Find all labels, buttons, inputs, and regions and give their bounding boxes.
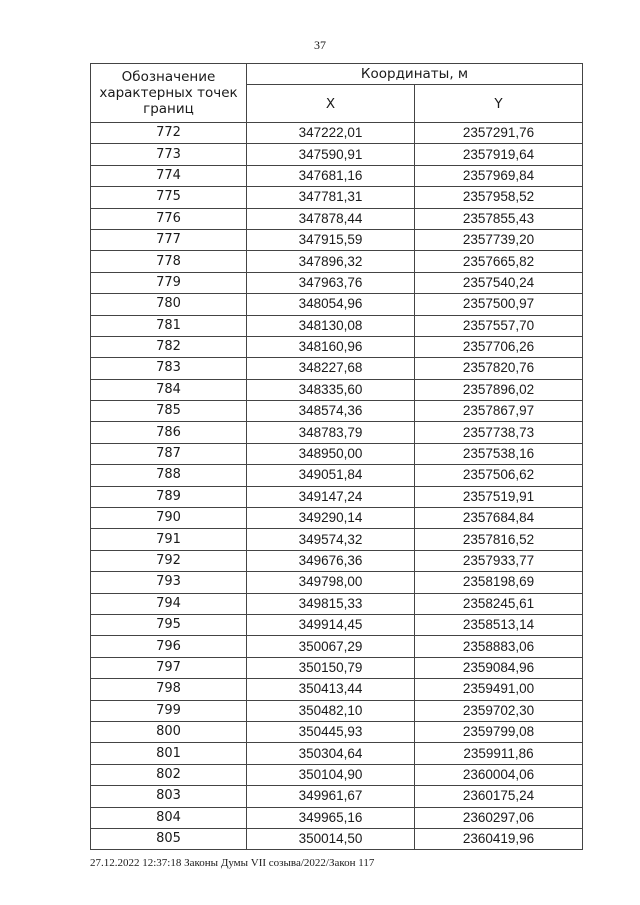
cell-point: 790: [91, 508, 247, 529]
cell-y: 2357506,62: [415, 465, 583, 486]
cell-point: 805: [91, 828, 247, 849]
cell-point: 784: [91, 379, 247, 400]
table-row: [91, 401, 583, 422]
cell-y: 2358513,14: [415, 614, 583, 635]
cell-point: 804: [91, 807, 247, 828]
table-row: [91, 550, 583, 571]
cell-point: 800: [91, 721, 247, 742]
cell-y: 2357706,26: [415, 336, 583, 357]
cell-x: 348574,36: [247, 401, 415, 422]
cell-point: 777: [91, 229, 247, 250]
cell-x: 348054,96: [247, 294, 415, 315]
cell-x: 349574,32: [247, 529, 415, 550]
cell-x: 350304,64: [247, 743, 415, 764]
cell-x: 348160,96: [247, 336, 415, 357]
cell-x: 347681,16: [247, 165, 415, 186]
cell-y: 2358883,06: [415, 636, 583, 657]
table-row: [91, 764, 583, 785]
cell-y: 2359702,30: [415, 700, 583, 721]
cell-point: 797: [91, 657, 247, 678]
cell-x: 350482,10: [247, 700, 415, 721]
cell-point: 786: [91, 422, 247, 443]
cell-x: 349147,24: [247, 486, 415, 507]
cell-point: 778: [91, 251, 247, 272]
table-row: [91, 465, 583, 486]
cell-x: 350413,44: [247, 679, 415, 700]
cell-x: 349798,00: [247, 572, 415, 593]
cell-point: 788: [91, 465, 247, 486]
header-x: X: [247, 85, 415, 123]
cell-point: 776: [91, 208, 247, 229]
header-coordinates: Координаты, м: [247, 64, 583, 85]
cell-y: 2359799,08: [415, 721, 583, 742]
cell-y: 2357519,91: [415, 486, 583, 507]
cell-y: 2359491,00: [415, 679, 583, 700]
cell-y: 2357820,76: [415, 358, 583, 379]
table-row: [91, 229, 583, 250]
coordinates-table: [90, 63, 583, 850]
table-row: [91, 208, 583, 229]
cell-y: 2357896,02: [415, 379, 583, 400]
cell-point: 802: [91, 764, 247, 785]
cell-x: 347963,76: [247, 272, 415, 293]
table-row: [91, 358, 583, 379]
cell-x: 350014,50: [247, 828, 415, 849]
cell-point: 772: [91, 123, 247, 144]
table-row: [91, 657, 583, 678]
cell-point: 775: [91, 187, 247, 208]
cell-point: 783: [91, 358, 247, 379]
cell-x: 350067,29: [247, 636, 415, 657]
cell-point: 799: [91, 700, 247, 721]
table-row: [91, 828, 583, 849]
table-row: [91, 379, 583, 400]
cell-point: 774: [91, 165, 247, 186]
table-row: [91, 294, 583, 315]
cell-y: 2358198,69: [415, 572, 583, 593]
table-row: [91, 443, 583, 464]
cell-x: 350150,79: [247, 657, 415, 678]
cell-x: 349961,67: [247, 786, 415, 807]
table-row: [91, 636, 583, 657]
cell-x: 347222,01: [247, 123, 415, 144]
table-row: [91, 272, 583, 293]
table-row: [91, 165, 583, 186]
cell-y: 2357958,52: [415, 187, 583, 208]
cell-y: 2357540,24: [415, 272, 583, 293]
cell-point: 794: [91, 593, 247, 614]
cell-x: 348950,00: [247, 443, 415, 464]
cell-point: 792: [91, 550, 247, 571]
table-row: [91, 422, 583, 443]
cell-y: 2358245,61: [415, 593, 583, 614]
cell-point: 789: [91, 486, 247, 507]
table-row: [91, 486, 583, 507]
cell-x: 347915,59: [247, 229, 415, 250]
cell-x: 347896,32: [247, 251, 415, 272]
table-row: [91, 144, 583, 165]
page-number: 37: [314, 38, 326, 52]
table-row: [91, 614, 583, 635]
table-row: [91, 336, 583, 357]
cell-y: 2357969,84: [415, 165, 583, 186]
cell-x: 350445,93: [247, 721, 415, 742]
cell-x: 347878,44: [247, 208, 415, 229]
cell-y: 2360004,06: [415, 764, 583, 785]
cell-y: 2360175,24: [415, 786, 583, 807]
cell-y: 2357816,52: [415, 529, 583, 550]
cell-x: 350104,90: [247, 764, 415, 785]
table-row: [91, 700, 583, 721]
table-row: [91, 807, 583, 828]
cell-point: 785: [91, 401, 247, 422]
table-row: [91, 529, 583, 550]
page-footer: 27.12.2022 12:37:18 Законы Думы VII созыва/2022/Закон 117: [90, 857, 375, 869]
table-body: [91, 123, 583, 850]
table-header: [91, 64, 583, 123]
table-row: [91, 679, 583, 700]
cell-y: 2360419,96: [415, 828, 583, 849]
cell-point: 791: [91, 529, 247, 550]
cell-point: 793: [91, 572, 247, 593]
table-row: [91, 508, 583, 529]
cell-point: 782: [91, 336, 247, 357]
cell-x: 347590,91: [247, 144, 415, 165]
cell-y: 2357933,77: [415, 550, 583, 571]
header-point-designation: Обозначение характерных точек границ: [91, 64, 247, 123]
cell-x: 348335,60: [247, 379, 415, 400]
cell-y: 2357919,64: [415, 144, 583, 165]
table-row: [91, 315, 583, 336]
cell-y: 2357291,76: [415, 123, 583, 144]
cell-point: 780: [91, 294, 247, 315]
table-row: [91, 786, 583, 807]
cell-x: 349676,36: [247, 550, 415, 571]
cell-x: 349051,84: [247, 465, 415, 486]
cell-y: 2357684,84: [415, 508, 583, 529]
cell-point: 781: [91, 315, 247, 336]
cell-point: 801: [91, 743, 247, 764]
cell-x: 349965,16: [247, 807, 415, 828]
cell-point: 795: [91, 614, 247, 635]
cell-point: 787: [91, 443, 247, 464]
header-y: Y: [415, 85, 583, 123]
table-row: [91, 123, 583, 144]
cell-y: 2359084,96: [415, 657, 583, 678]
cell-y: 2357738,73: [415, 422, 583, 443]
cell-point: 773: [91, 144, 247, 165]
cell-y: 2357665,82: [415, 251, 583, 272]
cell-y: 2357500,97: [415, 294, 583, 315]
cell-y: 2357557,70: [415, 315, 583, 336]
cell-y: 2357538,16: [415, 443, 583, 464]
table-row: [91, 593, 583, 614]
cell-x: 348130,08: [247, 315, 415, 336]
table-row: [91, 572, 583, 593]
cell-point: 796: [91, 636, 247, 657]
cell-x: 349914,45: [247, 614, 415, 635]
cell-y: 2357739,20: [415, 229, 583, 250]
cell-x: 348227,68: [247, 358, 415, 379]
cell-x: 349815,33: [247, 593, 415, 614]
cell-x: 349290,14: [247, 508, 415, 529]
cell-point: 803: [91, 786, 247, 807]
cell-x: 347781,31: [247, 187, 415, 208]
table-row: [91, 251, 583, 272]
cell-point: 798: [91, 679, 247, 700]
cell-y: 2357867,97: [415, 401, 583, 422]
cell-x: 348783,79: [247, 422, 415, 443]
cell-y: 2360297,06: [415, 807, 583, 828]
cell-y: 2359911,86: [415, 743, 583, 764]
table-row: [91, 721, 583, 742]
cell-point: 779: [91, 272, 247, 293]
cell-y: 2357855,43: [415, 208, 583, 229]
table-row: [91, 187, 583, 208]
table-row: [91, 743, 583, 764]
